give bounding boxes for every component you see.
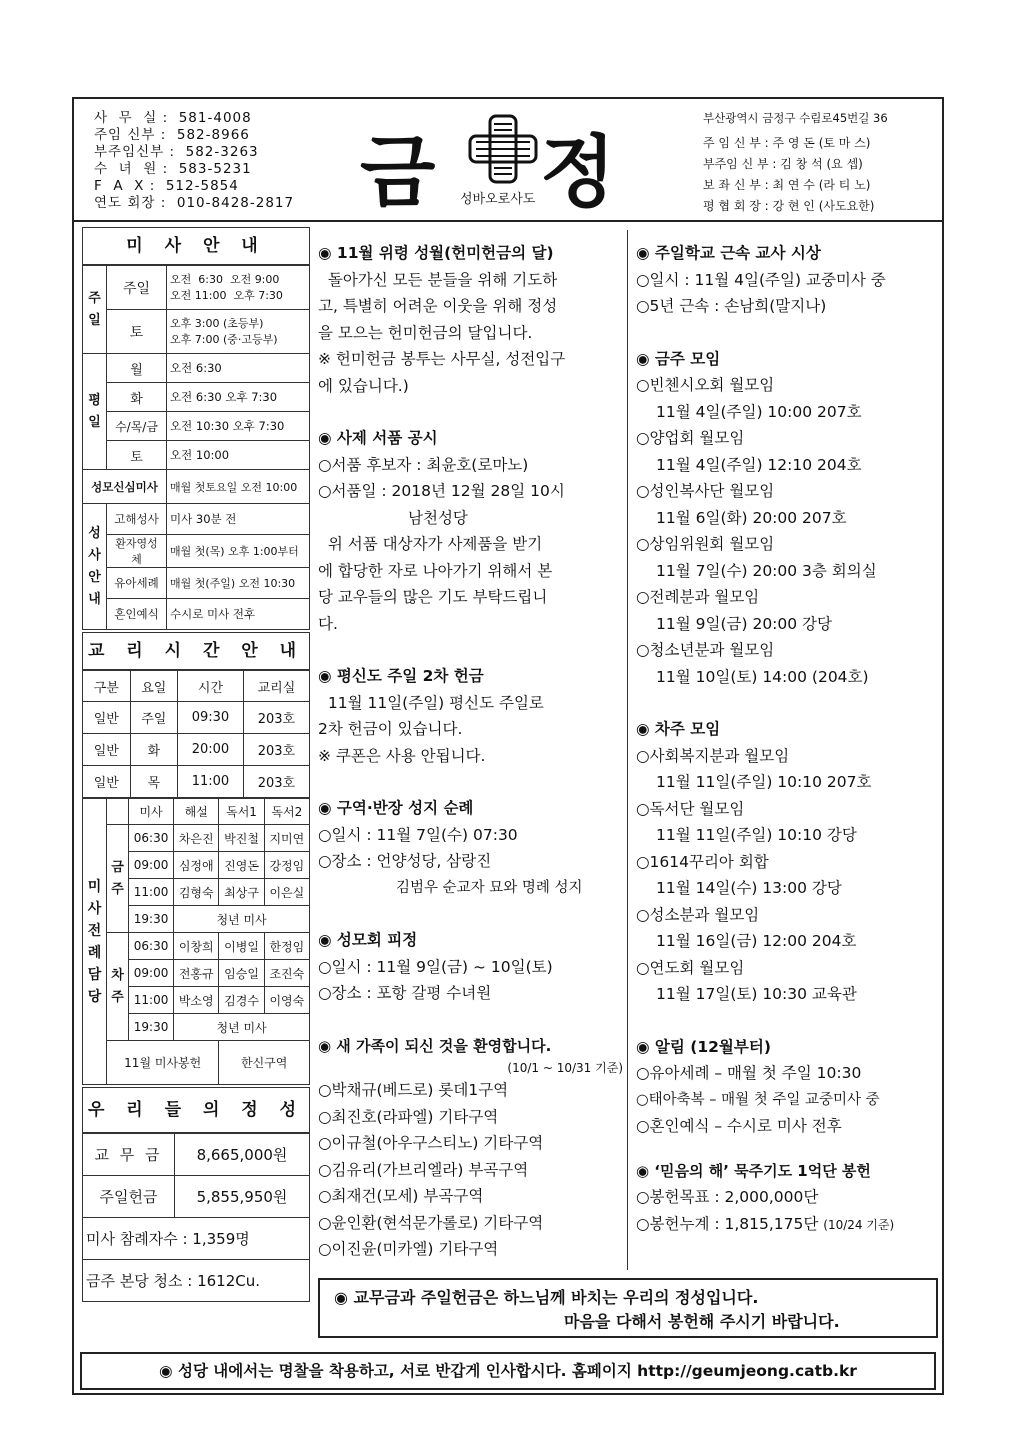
duty-cell: 이은실 [264, 879, 309, 906]
sunday-head: 주일 [83, 266, 107, 354]
weekday-head: 평일 [83, 354, 107, 470]
notice-heading: ◉ ‘믿음의 해’ 묵주기도 1억단 봉헌 [636, 1161, 871, 1180]
next-week-label: 차주 [107, 933, 129, 1041]
sacrament-time: 매월 첫(주일) 오전 10:30 [167, 568, 310, 599]
notice-line: 다. [318, 614, 338, 633]
mass-time: 오전 6:30 오후 7:30 [167, 383, 310, 412]
meeting-time: 11월 14일(수) 13:00 강당 [656, 879, 842, 897]
catechism-cell: 203호 [243, 766, 309, 798]
sacrament-head: 성사안내 [83, 504, 107, 630]
mass-day: 월 [107, 354, 167, 383]
notice-line: 남천성당 [408, 508, 468, 527]
mass-time: 오전 6:30 [167, 354, 310, 383]
notice-heading: ◉ 평신도 주일 2차 헌금 [318, 667, 484, 685]
duty-cell: 청년 미사 [174, 906, 310, 933]
contact-list [94, 110, 294, 212]
catechism-cell: 20:00 [178, 734, 244, 766]
meeting-name: ○성소분과 월모임 [636, 905, 760, 924]
right-column [636, 240, 936, 1238]
mass-offering-label: 11월 미사봉헌 [107, 1041, 219, 1085]
duty-cell: 19:30 [129, 906, 174, 933]
notice-line: ○서품일 : 2018년 12월 28일 10시 [318, 482, 565, 500]
meeting-time: 11월 11일(주일) 10:10 강당 [656, 826, 857, 844]
notice-line: 당 교우들의 많은 기도 부탁드립니 [318, 588, 548, 606]
notice-note: (10/1 ~ 10/31 기준) [507, 1061, 623, 1075]
duty-cell: 최상구 [219, 879, 264, 906]
rosary-note: (10/24 기준) [823, 1217, 895, 1232]
meeting-name: ○상임위원회 월모임 [636, 535, 775, 553]
catechism-cell: 203호 [243, 734, 309, 766]
duty-header: 독서2 [264, 799, 309, 825]
meeting-time: 11월 4일(주일) 10:00 207호 [656, 402, 862, 421]
liturgy-duty-table [82, 798, 310, 1085]
catechism-cell: 목 [130, 766, 178, 798]
offering-value: 8,665,000원 [175, 1134, 310, 1176]
duty-cell: 11:00 [129, 879, 174, 906]
catechism-table [82, 670, 310, 798]
meeting-time: 11월 11일(주일) 10:10 207호 [656, 773, 872, 791]
new-member: ○박채규(베드로) 롯데1구역 [318, 1081, 509, 1099]
mass-day: 수/목/금 [107, 412, 167, 441]
catechism-cell: 주일 [130, 702, 178, 734]
notice-heading: ◉ 금주 모임 [636, 349, 721, 368]
offering-reminder-box [318, 1278, 938, 1338]
marian-mass-label: 성모신심미사 [83, 470, 167, 504]
duty-cell: 전홍규 [174, 960, 219, 987]
meeting-name: ○독서단 월모임 [636, 799, 745, 818]
meeting-time: 11월 16일(금) 12:00 204호 [656, 932, 857, 950]
new-member: ○최재건(모세) 부곡구역 [318, 1187, 484, 1205]
duty-cell: 박진철 [219, 825, 264, 852]
mass-title: 미 사 안 내 [82, 227, 310, 265]
clergy-associate: 보 좌 신 부 : 최 연 수 (라 티 노) [703, 178, 871, 192]
mass-day: 토 [107, 310, 167, 354]
meeting-time: 11월 7일(수) 20:00 3층 회의실 [656, 561, 877, 580]
duty-cell: 06:30 [129, 825, 174, 852]
catechism-header: 요일 [130, 671, 178, 702]
notice-line: 2차 헌금이 있습니다. [318, 720, 463, 738]
new-member: ○최진호(라파엘) 기타구역 [318, 1107, 499, 1126]
notice-line: 11월 11일(주일) 평신도 주일로 [318, 693, 544, 712]
notice-heading: ◉ 구역·반장 성지 순례 [318, 799, 474, 817]
catechism-cell: 화 [130, 734, 178, 766]
offering-value: 5,855,950원 [175, 1176, 310, 1218]
duty-header: 해설 [174, 799, 219, 825]
marian-mass-time: 매월 첫토요일 오전 10:00 [167, 470, 310, 504]
notice-line: ※ 쿠폰은 사용 안됩니다. [318, 746, 486, 765]
sacrament-name: 혼인예식 [107, 599, 167, 630]
sacrament-name: 환자영성체 [107, 535, 167, 568]
rosary-total-row [636, 1211, 936, 1239]
notice-line: 을 모으는 헌미헌금의 달입니다. [318, 323, 533, 342]
meeting-name: ○청소년분과 월모임 [636, 641, 775, 659]
meeting-name: ○양업회 월모임 [636, 429, 745, 447]
new-member: ○이진윤(미카엘) 기타구역 [318, 1240, 499, 1258]
duty-cell: 심정애 [174, 852, 219, 879]
contact-assistant: 부주임신부 : 582-3263 [94, 144, 259, 160]
notice-line: ○일시 : 11월 9일(금) ~ 10일(토) [318, 957, 553, 976]
mass-day: 주일 [107, 266, 167, 310]
liturgy-duty-head: 미사전례담당 [83, 799, 107, 1085]
notice-line: ○태아축복 – 매월 첫 주일 교중미사 중 [636, 1091, 880, 1108]
address: 부산광역시 금정구 수림로45번길 36 [703, 111, 888, 125]
clergy-pastor: 주 임 신 부 : 주 영 돈 (토 마 스) [703, 136, 871, 150]
footer-notice: ◉ 성당 내에서는 명찰을 착용하고, 서로 반갑게 인사합시다. 홈페이지 http://geumjeong.catb.kr [80, 1352, 936, 1390]
notice-line: 에 합당한 자로 나아가기 위해서 본 [318, 561, 553, 580]
contact-yeondo: 연도 회장 : 010-8428-2817 [94, 195, 295, 211]
offering-label: 교 무 금 [83, 1134, 175, 1176]
parish-cross-logo-icon [466, 112, 540, 186]
notice-heading: ◉ 새 가족이 되신 것을 환영합니다. [318, 1036, 552, 1055]
duty-cell: 강정임 [264, 852, 309, 879]
catechism-title: 교 리 시 간 안 내 [82, 632, 310, 670]
catechism-cell: 일반 [83, 734, 131, 766]
new-member: ○김유리(가브리엘라) 부곡구역 [318, 1160, 529, 1179]
sacrament-time: 수시로 미사 전후 [167, 599, 310, 630]
notice-heading: ◉ 성모회 피정 [318, 931, 418, 949]
left-column [82, 227, 310, 1302]
duty-cell: 김형숙 [174, 879, 219, 906]
meeting-time: 11월 17일(토) 10:30 교육관 [656, 985, 857, 1003]
duty-cell: 한정임 [264, 933, 309, 960]
meeting-name: ○전례분과 월모임 [636, 588, 760, 606]
clergy-assistant: 부주임 신 부 : 김 창 석 (요 셉) [703, 157, 863, 171]
meeting-name: ○성인복사단 월모임 [636, 482, 775, 500]
duty-cell: 조진숙 [264, 960, 309, 987]
meeting-name: ○연도회 월모임 [636, 958, 745, 977]
mass-time: 오후 3:00 (초등부) 오후 7:00 (중·고등부) [167, 310, 310, 354]
meeting-name: ○사회복지분과 월모임 [636, 746, 790, 765]
notice-line: ○장소 : 포항 갈평 수녀원 [318, 984, 492, 1002]
contact-fax: F A X : 512-5854 [94, 178, 239, 194]
notice-line: ○일시 : 11월 4일(주일) 교중미사 중 [636, 270, 886, 289]
notice-line: ○서품 후보자 : 최윤호(로마노) [318, 455, 529, 474]
notice-heading: ◉ 차주 모임 [636, 720, 721, 738]
this-week-label: 금주 [107, 825, 129, 933]
duty-cell: 진영돈 [219, 852, 264, 879]
mass-time: 오전 6:30 오전 9:00 오전 11:00 오후 7:30 [167, 266, 310, 310]
duty-cell: 김경수 [219, 987, 264, 1014]
duty-cell: 11:00 [129, 987, 174, 1014]
header-right [703, 108, 888, 217]
mass-table [82, 265, 310, 630]
duty-header: 미사 [129, 799, 174, 825]
notice-heading: ◉ 11월 위령 성월(헌미헌금의 달) [318, 244, 554, 262]
duty-cell: 차은진 [174, 825, 219, 852]
meeting-time: 11월 9일(금) 20:00 강당 [656, 614, 832, 633]
sacrament-name: 유아세례 [107, 568, 167, 599]
duty-cell: 이병일 [219, 933, 264, 960]
catechism-cell: 09:30 [178, 702, 244, 734]
duty-cell: 09:00 [129, 960, 174, 987]
duty-cell: 청년 미사 [174, 1014, 310, 1041]
rosary-total: ○봉헌누계 : 1,815,175단 [636, 1214, 819, 1233]
offering-title: 우 리 들 의 정 성 [82, 1087, 310, 1133]
sacrament-name: 고해성사 [107, 504, 167, 535]
sacrament-time: 매월 첫(목) 오후 1:00부터 [167, 535, 310, 568]
meeting-name: ○빈첸시오회 월모임 [636, 376, 775, 394]
mass-time: 오전 10:30 오후 7:30 [167, 412, 310, 441]
meeting-time: 11월 10일(토) 14:00 (204호) [656, 667, 869, 686]
attendance-count: 미사 참례자수 : 1,359명 [83, 1218, 310, 1260]
mass-day: 토 [107, 441, 167, 470]
notice-heading: ◉ 알림 (12월부터) [636, 1037, 771, 1056]
contact-convent: 수 녀 원 : 583-5231 [94, 161, 252, 177]
reminder-line: ◉ 교무금과 주일헌금은 하느님께 바치는 우리의 정성입니다. [334, 1288, 759, 1307]
meeting-name: ○1614꾸리아 회합 [636, 852, 769, 871]
mass-time: 오전 10:00 [167, 441, 310, 470]
notice-line: ○5년 근속 : 손남희(말지나) [636, 297, 827, 315]
duty-cell: 이창희 [174, 933, 219, 960]
notice-line: 김범우 순교자 묘와 명례 성지 [396, 879, 583, 896]
new-member: ○윤인환(현석문가롤로) 기타구역 [318, 1213, 544, 1232]
catechism-cell: 11:00 [178, 766, 244, 798]
meeting-time: 11월 4일(주일) 12:10 204호 [656, 455, 862, 474]
contact-office: 사 무 실 : 581-4008 [94, 110, 252, 126]
contact-pastor: 주임 신부 : 582-8966 [94, 127, 250, 143]
notice-line: ○유아세례 – 매월 첫 주일 10:30 [636, 1064, 862, 1082]
offering-label: 주일헌금 [83, 1176, 175, 1218]
notice-heading: ◉ 사제 서품 공시 [318, 429, 438, 447]
notice-line: 위 서품 대상자가 사제품을 받기 [318, 535, 543, 553]
catechism-header: 교리실 [243, 671, 309, 702]
catechism-cell: 일반 [83, 766, 131, 798]
rosary-goal: ○봉헌목표 : 2,000,000단 [636, 1188, 819, 1206]
notice-line: ○장소 : 언양성당, 삼랑진 [318, 852, 492, 870]
mass-offering-value: 한신구역 [219, 1041, 310, 1085]
offering-table [82, 1133, 310, 1302]
notice-heading: ◉ 주일학교 근속 교사 시상 [636, 244, 821, 262]
duty-cell: 이영숙 [264, 987, 309, 1014]
notice-line: 돌아가신 모든 분들을 위해 기도하 [318, 270, 558, 289]
meeting-time: 11월 6일(화) 20:00 207호 [656, 508, 847, 527]
patron-subtitle: 성바오로사도 [460, 192, 536, 207]
cleaning-duty: 금주 본당 청소 : 1612Cu. [83, 1260, 310, 1302]
reminder-line: 마음을 다해서 봉헌해 주시기 바랍니다. [564, 1312, 840, 1331]
catechism-cell: 일반 [83, 702, 131, 734]
catechism-cell: 203호 [243, 702, 309, 734]
header-divider [74, 220, 942, 222]
duty-cell: 19:30 [129, 1014, 174, 1041]
duty-cell: 임승일 [219, 960, 264, 987]
duty-cell: 박소영 [174, 987, 219, 1014]
duty-cell: 09:00 [129, 852, 174, 879]
notice-line: ○일시 : 11월 7일(수) 07:30 [318, 825, 518, 844]
title-right: 정 [540, 128, 616, 218]
duty-cell: 지미연 [264, 825, 309, 852]
mass-day: 화 [107, 383, 167, 412]
title-left: 금 [360, 128, 436, 218]
new-member: ○이규철(아우구스티노) 기타구역 [318, 1134, 544, 1152]
sacrament-time: 미사 30분 전 [167, 504, 310, 535]
notice-line: ○혼인예식 – 수시로 미사 전후 [636, 1117, 842, 1135]
council-president: 평 협 회 장 : 강 현 인 (사도요한) [703, 199, 875, 213]
notice-line: 에 있습니다.) [318, 376, 409, 395]
duty-cell: 06:30 [129, 933, 174, 960]
notice-line: ※ 헌미헌금 봉투는 사무실, 성전입구 [318, 350, 566, 368]
column-divider [627, 230, 628, 1270]
duty-header: 독서1 [219, 799, 264, 825]
notice-line: 고, 특별히 어려운 이웃을 위해 정성 [318, 297, 558, 315]
middle-column [318, 240, 623, 1263]
catechism-header: 시간 [178, 671, 244, 702]
catechism-header: 구분 [83, 671, 131, 702]
